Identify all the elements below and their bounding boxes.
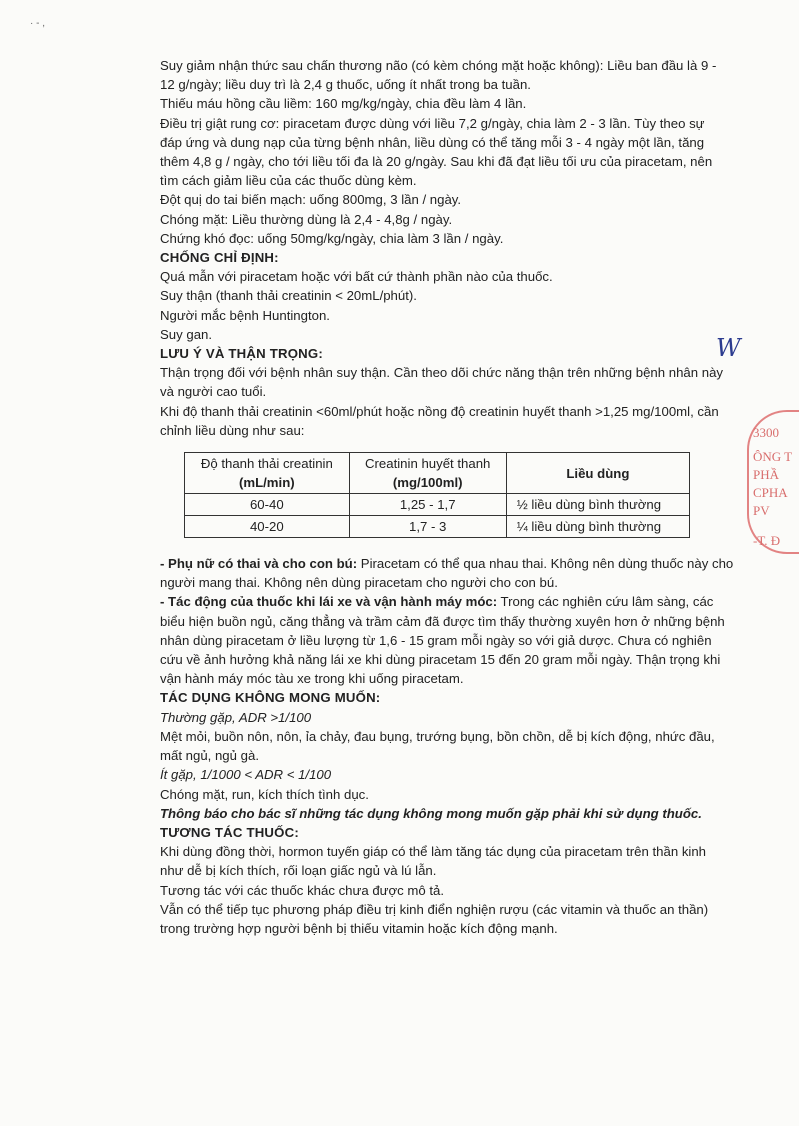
text-line: Chóng mặt: Liều thường dùng là 2,4 - 4,8g / ngày. — [160, 211, 453, 227]
table-header-row — [185, 453, 690, 494]
text-line: 12 g/ngày; liều duy trì là 2,4 g thuốc, uống ít nhất trong ba tuần. — [160, 77, 531, 93]
text-line: tìm cách giảm liều của các thuốc dùng kèm. — [160, 173, 417, 189]
header-dose: Liều dùng — [506, 453, 689, 494]
text-line: như dễ bị kích thích, rối loạn giấc ngủ và lú lẫn. — [160, 863, 437, 879]
table-row — [185, 494, 690, 516]
stamp-text: PHẦ — [753, 467, 780, 482]
stamp-text: ÔNG T — [753, 449, 793, 464]
stamp-text: 3300 — [753, 425, 779, 440]
scan-mark: · - , — [30, 18, 45, 29]
text-line: Chóng mặt, run, kích thích tình dục. — [160, 786, 369, 802]
pregnancy-lead: - Phụ nữ có thai và cho con bú: — [160, 556, 358, 572]
header-unit: (mg/100ml) — [392, 475, 463, 491]
driving-lead: - Tác động của thuốc khi lái xe và vận hành máy móc: — [160, 594, 498, 610]
text-line: Đột quị do tai biến mạch: uống 800mg, 3 lần / ngày. — [160, 192, 462, 208]
text-line: đáp ứng và dung nạp của từng bệnh nhân, liều dùng có thể tăng mỗi 3 - 4 ngày một lần, tăng — [160, 134, 705, 150]
table-cell: 60-40 — [185, 494, 350, 516]
text-span: Trong các nghiên cứu lâm sàng, các — [497, 594, 714, 610]
header-serum-creatinine — [349, 453, 506, 494]
frequency-label: Thường gặp, ADR >1/100 — [160, 709, 312, 725]
text-line: và người cao tuổi. — [160, 384, 267, 400]
doctor-notice: Thông báo cho bác sĩ những tác dụng không mong muốn gặp phải khi sử dụng thuốc. — [160, 805, 702, 821]
header-unit: (mL/min) — [238, 475, 295, 491]
header-clearance — [185, 453, 350, 494]
table-cell: 1,7 - 3 — [349, 516, 506, 538]
stamp-text: PV — [753, 503, 770, 518]
text-line: Khi dùng đồng thời, hormon tuyến giáp có thể làm tăng tác dụng của piracetam trên thần kinh — [160, 844, 707, 860]
pregnancy-paragraph — [160, 554, 754, 573]
text-line: Chứng khó đọc: uống 50mg/kg/ngày, chia làm 3 lần / ngày. — [160, 230, 504, 246]
handwritten-signature: W — [716, 334, 741, 362]
text-line: Điều trị giật rung cơ: piracetam được dùng với liều 7,2 g/ngày, chia làm 2 - 3 lần. Tùy theo sự — [160, 115, 705, 131]
frequency-label: Ít gặp, 1/1000 < ADR < 1/100 — [160, 767, 332, 783]
text-line: cứu về ảnh hưởng khả năng lái xe khi dùng piracetam 15 đến 20 gram mỗi ngày. Thận trọng khi — [160, 652, 721, 668]
text-line: vận hành máy móc tàu xe trong khi uống piracetam. — [160, 671, 464, 687]
red-stamp — [747, 410, 799, 550]
table-cell: ½ liều dùng bình thường — [506, 494, 689, 516]
list-item: Người mắc bệnh Huntington. — [160, 307, 330, 323]
stamp-text: -T. Đ — [753, 533, 781, 548]
text-line: mất ngủ, ngủ gà. — [160, 748, 259, 764]
driving-paragraph — [160, 592, 754, 611]
header-text: Creatinin huyết thanh — [365, 456, 491, 472]
list-item: Suy thận (thanh thải creatinin < 20mL/phút). — [160, 288, 417, 304]
text-line: Khi độ thanh thải creatinin <60ml/phút hoặc nồng độ creatinin huyết thanh >1,25 mg/100ml, cần — [160, 403, 719, 419]
text-line: thêm 4,8 g / ngày, cho tới liều tối đa là 20 g/ngày. Sau khi đã đạt liều tối ưu của piracetam, nên — [160, 154, 713, 170]
text-line: Thận trọng đối với bệnh nhân suy thận. Cần theo dõi chức năng thận trên những bệnh nhân này — [160, 365, 723, 381]
text-line: Thiếu máu hồng cầu liềm: 160 mg/kg/ngày, chia đều làm 4 lần. — [160, 96, 527, 112]
dosage-table — [184, 452, 690, 538]
text-span: Piracetam có thể qua nhau thai. Không nên dùng thuốc này cho — [357, 556, 734, 572]
document-body — [160, 56, 754, 938]
text-line: trong trường hợp người bệnh bị thiếu vitamin hoặc kích động mạnh. — [160, 920, 558, 936]
section-heading-contraindications: CHỐNG CHỈ ĐỊNH: — [160, 250, 279, 266]
section-heading-precautions: LƯU Ý VÀ THẬN TRỌNG: — [160, 346, 323, 362]
text-line: Suy giảm nhận thức sau chấn thương não (có kèm chóng mặt hoặc không): Liều ban đầu là 9 - — [160, 58, 717, 73]
text-line: Mệt mỏi, buồn nôn, nôn, ỉa chảy, đau bụng, trướng bụng, bồn chồn, dễ bị kích động, nhức đầu, — [160, 728, 715, 744]
text-line: biểu hiện buồn ngủ, căng thẳng và trầm cảm đã được tìm thấy thường xuyên hơn ở những bệnh — [160, 613, 725, 629]
table-row — [185, 516, 690, 538]
text-line: nhân dùng piracetam ở liều lượng từ 1,6 - 15 gram mỗi ngày so với giả dược. Chưa có nghiên — [160, 632, 712, 648]
text-line: người mang thai. Không nên dùng piracetam cho người cho con bú. — [160, 575, 558, 591]
text-line: Vẫn có thể tiếp tục phương pháp điều trị kinh điển nghiện rượu (các vitamin và thuốc an thần) — [160, 901, 709, 917]
table-cell: 40-20 — [185, 516, 350, 538]
header-text: Độ thanh thải creatinin — [200, 456, 333, 472]
list-item: Quá mẫn với piracetam hoặc với bất cứ thành phần nào của thuốc. — [160, 269, 553, 285]
text-line: chỉnh liều dùng như sau: — [160, 422, 305, 438]
stamp-text: CPHA — [753, 485, 788, 500]
table-cell: 1,25 - 1,7 — [349, 494, 506, 516]
table-cell: ¼ liều dùng bình thường — [506, 516, 689, 538]
list-item: Suy gan. — [160, 326, 213, 342]
section-heading-interactions: TƯƠNG TÁC THUỐC: — [160, 824, 299, 840]
text-line: Tương tác với các thuốc khác chưa được mô tả. — [160, 882, 445, 898]
section-heading-side-effects: TÁC DỤNG KHÔNG MONG MUỐN: — [160, 690, 381, 706]
